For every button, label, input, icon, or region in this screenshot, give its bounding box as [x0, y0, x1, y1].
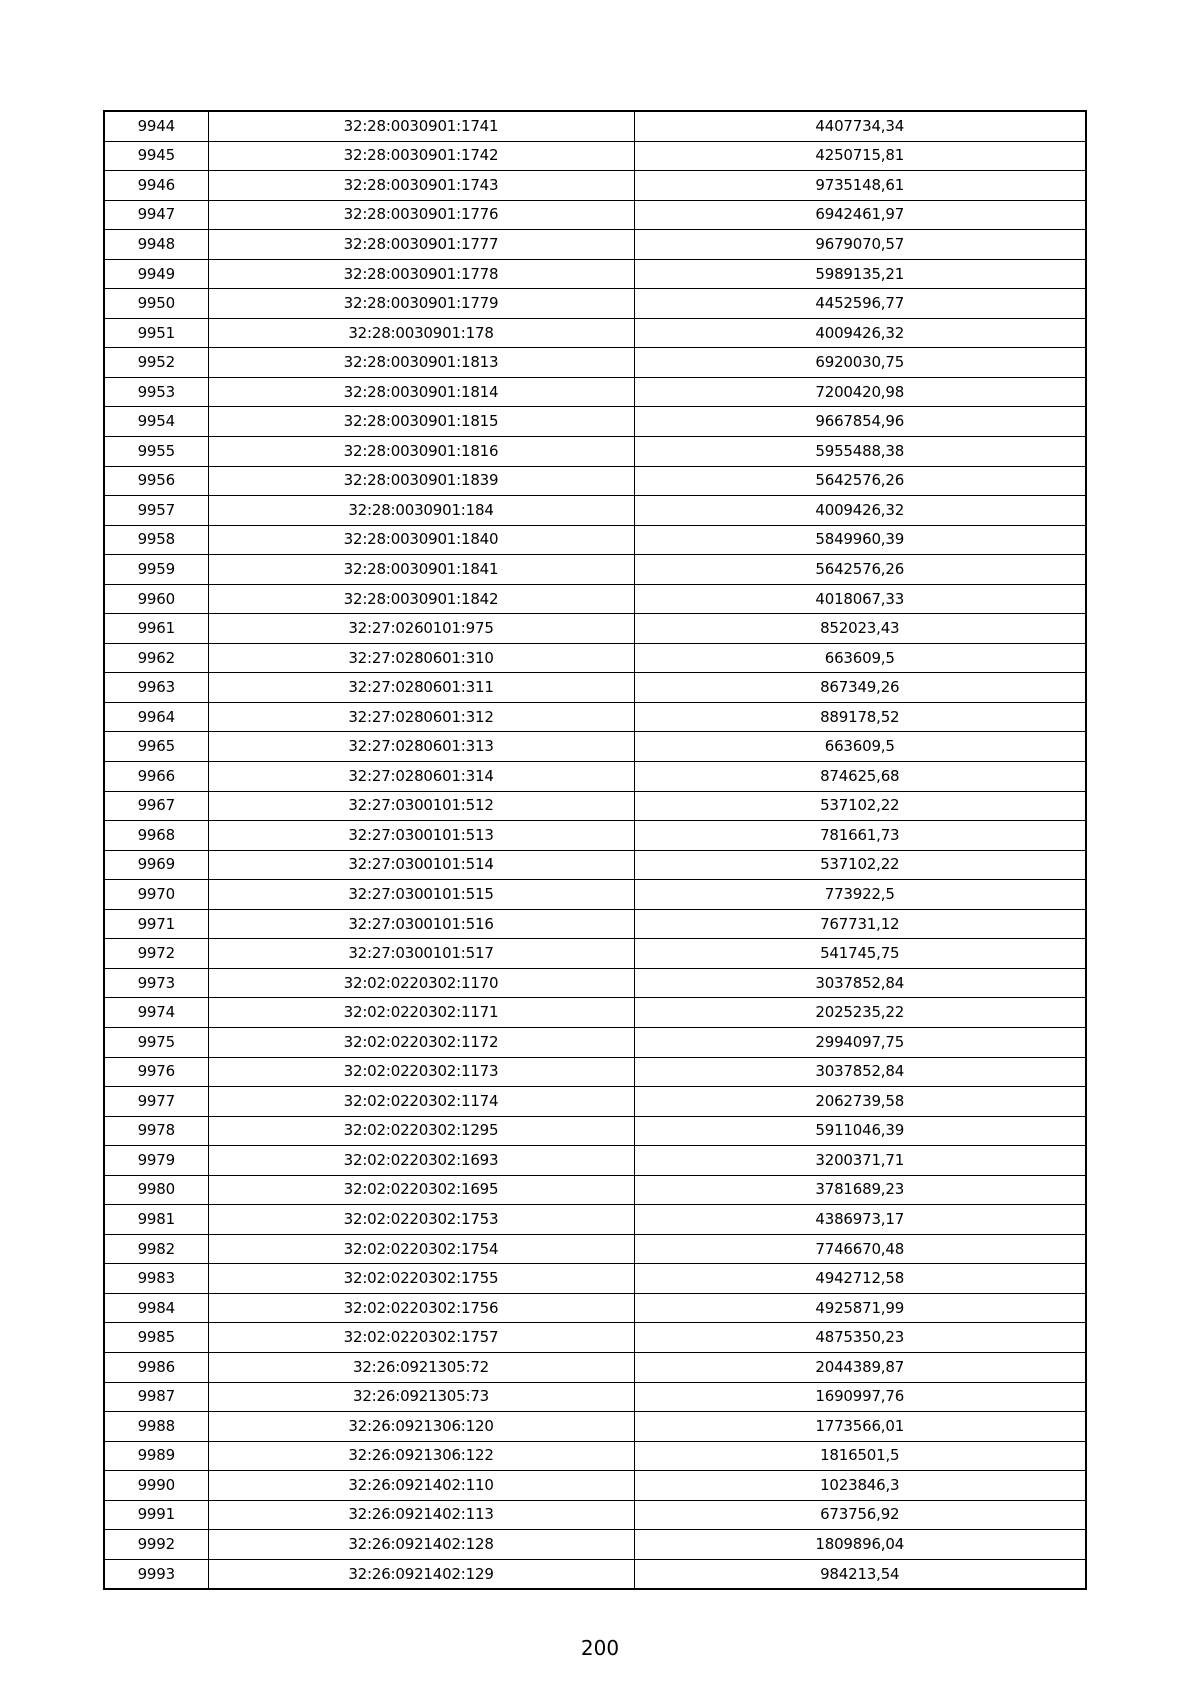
row-number-cell: 9966	[104, 762, 208, 792]
cadastral-number-cell: 32:02:0220302:1756	[208, 1293, 634, 1323]
cadastral-value-cell: 5955488,38	[634, 437, 1086, 467]
table-row	[104, 1175, 1086, 1205]
cadastral-value-cell: 3781689,23	[634, 1175, 1086, 1205]
cadastral-number-cell: 32:27:0300101:515	[208, 880, 634, 910]
cadastral-value-cell: 4942712,58	[634, 1264, 1086, 1294]
row-number-cell: 9987	[104, 1382, 208, 1412]
cadastral-number-cell: 32:02:0220302:1295	[208, 1116, 634, 1146]
row-number-cell: 9979	[104, 1146, 208, 1176]
row-number-cell: 9948	[104, 230, 208, 260]
cadastral-number-cell: 32:02:0220302:1757	[208, 1323, 634, 1353]
row-number-cell: 9972	[104, 939, 208, 969]
cadastral-value-cell: 767731,12	[634, 909, 1086, 939]
row-number-cell: 9951	[104, 318, 208, 348]
cadastral-number-cell: 32:28:0030901:1743	[208, 171, 634, 201]
cadastral-number-cell: 32:02:0220302:1170	[208, 968, 634, 998]
cadastral-value-cell: 1023846,3	[634, 1471, 1086, 1501]
table-row	[104, 1412, 1086, 1442]
cadastral-number-cell: 32:28:0030901:1741	[208, 111, 634, 141]
table-row	[104, 348, 1086, 378]
row-number-cell: 9989	[104, 1441, 208, 1471]
table-row	[104, 643, 1086, 673]
cadastral-number-cell: 32:26:0921306:120	[208, 1412, 634, 1442]
cadastral-value-cell: 2062739,58	[634, 1087, 1086, 1117]
cadastral-number-cell: 32:26:0921402:129	[208, 1559, 634, 1589]
page-number: 200	[580, 1636, 620, 1660]
cadastral-number-cell: 32:27:0280601:313	[208, 732, 634, 762]
cadastral-number-cell: 32:02:0220302:1171	[208, 998, 634, 1028]
row-number-cell: 9962	[104, 643, 208, 673]
table-row	[104, 821, 1086, 851]
row-number-cell: 9950	[104, 289, 208, 319]
table-row	[104, 1352, 1086, 1382]
row-number-cell: 9971	[104, 909, 208, 939]
row-number-cell: 9944	[104, 111, 208, 141]
table-row	[104, 141, 1086, 171]
table-row	[104, 318, 1086, 348]
cadastral-number-cell: 32:27:0280601:314	[208, 762, 634, 792]
table-row	[104, 1293, 1086, 1323]
cadastral-number-cell: 32:27:0280601:310	[208, 643, 634, 673]
cadastral-value-cell: 7200420,98	[634, 377, 1086, 407]
cadastral-number-cell: 32:28:0030901:1778	[208, 259, 634, 289]
cadastral-value-cell: 663609,5	[634, 643, 1086, 673]
row-number-cell: 9964	[104, 702, 208, 732]
cadastral-number-cell: 32:27:0260101:975	[208, 614, 634, 644]
row-number-cell: 9965	[104, 732, 208, 762]
row-number-cell: 9980	[104, 1175, 208, 1205]
row-number-cell: 9959	[104, 555, 208, 585]
table-row	[104, 1027, 1086, 1057]
cadastral-value-cell: 781661,73	[634, 821, 1086, 851]
table-row	[104, 525, 1086, 555]
cadastral-value-cell: 1816501,5	[634, 1441, 1086, 1471]
row-number-cell: 9968	[104, 821, 208, 851]
cadastral-value-cell: 541745,75	[634, 939, 1086, 969]
cadastral-number-cell: 32:28:0030901:184	[208, 496, 634, 526]
row-number-cell: 9960	[104, 584, 208, 614]
row-number-cell: 9946	[104, 171, 208, 201]
row-number-cell: 9975	[104, 1027, 208, 1057]
row-number-cell: 9986	[104, 1352, 208, 1382]
table-row	[104, 259, 1086, 289]
table-row	[104, 1471, 1086, 1501]
cadastral-number-cell: 32:28:0030901:1839	[208, 466, 634, 496]
row-number-cell: 9969	[104, 850, 208, 880]
cadastral-value-cell: 7746670,48	[634, 1234, 1086, 1264]
row-number-cell: 9970	[104, 880, 208, 910]
cadastral-number-cell: 32:28:0030901:1814	[208, 377, 634, 407]
row-number-cell: 9956	[104, 466, 208, 496]
cadastral-value-cell: 5642576,26	[634, 555, 1086, 585]
cadastral-number-cell: 32:02:0220302:1753	[208, 1205, 634, 1235]
row-number-cell: 9988	[104, 1412, 208, 1442]
cadastral-number-cell: 32:28:0030901:1840	[208, 525, 634, 555]
row-number-cell: 9974	[104, 998, 208, 1028]
row-number-cell: 9991	[104, 1500, 208, 1530]
cadastral-value-cell: 9679070,57	[634, 230, 1086, 260]
cadastral-number-cell: 32:27:0280601:311	[208, 673, 634, 703]
cadastral-value-cell: 4452596,77	[634, 289, 1086, 319]
row-number-cell: 9947	[104, 200, 208, 230]
table-row	[104, 968, 1086, 998]
table-row	[104, 1146, 1086, 1176]
cadastral-value-cell: 663609,5	[634, 732, 1086, 762]
cadastral-value-cell: 537102,22	[634, 791, 1086, 821]
cadastral-number-cell: 32:28:0030901:1777	[208, 230, 634, 260]
cadastral-value-cell: 5989135,21	[634, 259, 1086, 289]
table-row	[104, 673, 1086, 703]
cadastral-value-cell: 889178,52	[634, 702, 1086, 732]
cadastral-value-cell: 4250715,81	[634, 141, 1086, 171]
row-number-cell: 9993	[104, 1559, 208, 1589]
table-row	[104, 998, 1086, 1028]
row-number-cell: 9953	[104, 377, 208, 407]
cadastral-value-cell: 1809896,04	[634, 1530, 1086, 1560]
table-row	[104, 1205, 1086, 1235]
row-number-cell: 9954	[104, 407, 208, 437]
cadastral-value-cell: 3037852,84	[634, 1057, 1086, 1087]
row-number-cell: 9963	[104, 673, 208, 703]
cadastral-value-cell: 4875350,23	[634, 1323, 1086, 1353]
cadastral-number-cell: 32:28:0030901:1779	[208, 289, 634, 319]
row-number-cell: 9982	[104, 1234, 208, 1264]
table-row	[104, 555, 1086, 585]
table-row	[104, 1087, 1086, 1117]
table-row	[104, 1116, 1086, 1146]
row-number-cell: 9992	[104, 1530, 208, 1560]
table-body	[104, 111, 1086, 1589]
table-row	[104, 1264, 1086, 1294]
cadastral-value-cell: 4386973,17	[634, 1205, 1086, 1235]
table-row	[104, 230, 1086, 260]
cadastral-value-cell: 6920030,75	[634, 348, 1086, 378]
row-number-cell: 9957	[104, 496, 208, 526]
table-row	[104, 584, 1086, 614]
cadastral-number-cell: 32:28:0030901:1816	[208, 437, 634, 467]
cadastral-number-cell: 32:28:0030901:1776	[208, 200, 634, 230]
table-row	[104, 437, 1086, 467]
table-row	[104, 1530, 1086, 1560]
table-row	[104, 939, 1086, 969]
row-number-cell: 9945	[104, 141, 208, 171]
cadastral-number-cell: 32:02:0220302:1695	[208, 1175, 634, 1205]
cadastral-value-cell: 984213,54	[634, 1559, 1086, 1589]
cadastral-number-cell: 32:26:0921402:110	[208, 1471, 634, 1501]
table-row	[104, 111, 1086, 141]
cadastral-number-cell: 32:02:0220302:1754	[208, 1234, 634, 1264]
cadastral-value-cell: 2994097,75	[634, 1027, 1086, 1057]
cadastral-value-table	[103, 110, 1087, 1590]
cadastral-number-cell: 32:28:0030901:1813	[208, 348, 634, 378]
cadastral-number-cell: 32:28:0030901:178	[208, 318, 634, 348]
table-row	[104, 1057, 1086, 1087]
row-number-cell: 9967	[104, 791, 208, 821]
table-row	[104, 466, 1086, 496]
cadastral-number-cell: 32:27:0300101:517	[208, 939, 634, 969]
row-number-cell: 9949	[104, 259, 208, 289]
table-row	[104, 289, 1086, 319]
table-row	[104, 1500, 1086, 1530]
cadastral-value-cell: 4018067,33	[634, 584, 1086, 614]
row-number-cell: 9961	[104, 614, 208, 644]
table-row	[104, 850, 1086, 880]
cadastral-value-cell: 874625,68	[634, 762, 1086, 792]
cadastral-value-cell: 852023,43	[634, 614, 1086, 644]
row-number-cell: 9984	[104, 1293, 208, 1323]
table-row	[104, 496, 1086, 526]
cadastral-number-cell: 32:26:0921306:122	[208, 1441, 634, 1471]
cadastral-number-cell: 32:27:0300101:514	[208, 850, 634, 880]
cadastral-value-cell: 3200371,71	[634, 1146, 1086, 1176]
cadastral-value-cell: 4925871,99	[634, 1293, 1086, 1323]
table-row	[104, 880, 1086, 910]
row-number-cell: 9978	[104, 1116, 208, 1146]
table-row	[104, 1382, 1086, 1412]
cadastral-number-cell: 32:28:0030901:1841	[208, 555, 634, 585]
cadastral-value-cell: 1690997,76	[634, 1382, 1086, 1412]
cadastral-value-cell: 2025235,22	[634, 998, 1086, 1028]
row-number-cell: 9958	[104, 525, 208, 555]
cadastral-value-cell: 4009426,32	[634, 496, 1086, 526]
row-number-cell: 9981	[104, 1205, 208, 1235]
cadastral-number-cell: 32:27:0300101:513	[208, 821, 634, 851]
table-row	[104, 614, 1086, 644]
cadastral-value-cell: 4009426,32	[634, 318, 1086, 348]
cadastral-number-cell: 32:27:0300101:512	[208, 791, 634, 821]
table-row	[104, 909, 1086, 939]
cadastral-value-cell: 5642576,26	[634, 466, 1086, 496]
row-number-cell: 9976	[104, 1057, 208, 1087]
cadastral-number-cell: 32:28:0030901:1815	[208, 407, 634, 437]
cadastral-value-cell: 4407734,34	[634, 111, 1086, 141]
table-row	[104, 791, 1086, 821]
row-number-cell: 9955	[104, 437, 208, 467]
cadastral-number-cell: 32:28:0030901:1742	[208, 141, 634, 171]
cadastral-value-cell: 9735148,61	[634, 171, 1086, 201]
table-row	[104, 200, 1086, 230]
cadastral-value-cell: 867349,26	[634, 673, 1086, 703]
row-number-cell: 9952	[104, 348, 208, 378]
cadastral-value-cell: 5849960,39	[634, 525, 1086, 555]
table-row	[104, 1234, 1086, 1264]
table-row	[104, 407, 1086, 437]
cadastral-value-cell: 1773566,01	[634, 1412, 1086, 1442]
cadastral-number-cell: 32:28:0030901:1842	[208, 584, 634, 614]
table-row	[104, 702, 1086, 732]
table-row	[104, 1441, 1086, 1471]
cadastral-number-cell: 32:02:0220302:1172	[208, 1027, 634, 1057]
cadastral-value-cell: 2044389,87	[634, 1352, 1086, 1382]
table-row	[104, 377, 1086, 407]
row-number-cell: 9990	[104, 1471, 208, 1501]
cadastral-number-cell: 32:27:0280601:312	[208, 702, 634, 732]
cadastral-number-cell: 32:26:0921305:73	[208, 1382, 634, 1412]
table-row	[104, 1559, 1086, 1589]
cadastral-number-cell: 32:26:0921402:128	[208, 1530, 634, 1560]
cadastral-value-cell: 5911046,39	[634, 1116, 1086, 1146]
cadastral-value-cell: 3037852,84	[634, 968, 1086, 998]
cadastral-value-cell: 6942461,97	[634, 200, 1086, 230]
cadastral-value-cell: 537102,22	[634, 850, 1086, 880]
cadastral-number-cell: 32:26:0921402:113	[208, 1500, 634, 1530]
table-row	[104, 171, 1086, 201]
row-number-cell: 9973	[104, 968, 208, 998]
row-number-cell: 9983	[104, 1264, 208, 1294]
cadastral-value-cell: 9667854,96	[634, 407, 1086, 437]
cadastral-number-cell: 32:26:0921305:72	[208, 1352, 634, 1382]
table-row	[104, 762, 1086, 792]
row-number-cell: 9977	[104, 1087, 208, 1117]
table-row	[104, 732, 1086, 762]
cadastral-number-cell: 32:02:0220302:1693	[208, 1146, 634, 1176]
cadastral-value-cell: 773922,5	[634, 880, 1086, 910]
cadastral-value-cell: 673756,92	[634, 1500, 1086, 1530]
cadastral-number-cell: 32:02:0220302:1755	[208, 1264, 634, 1294]
cadastral-number-cell: 32:02:0220302:1173	[208, 1057, 634, 1087]
cadastral-number-cell: 32:02:0220302:1174	[208, 1087, 634, 1117]
table-row	[104, 1323, 1086, 1353]
cadastral-number-cell: 32:27:0300101:516	[208, 909, 634, 939]
row-number-cell: 9985	[104, 1323, 208, 1353]
